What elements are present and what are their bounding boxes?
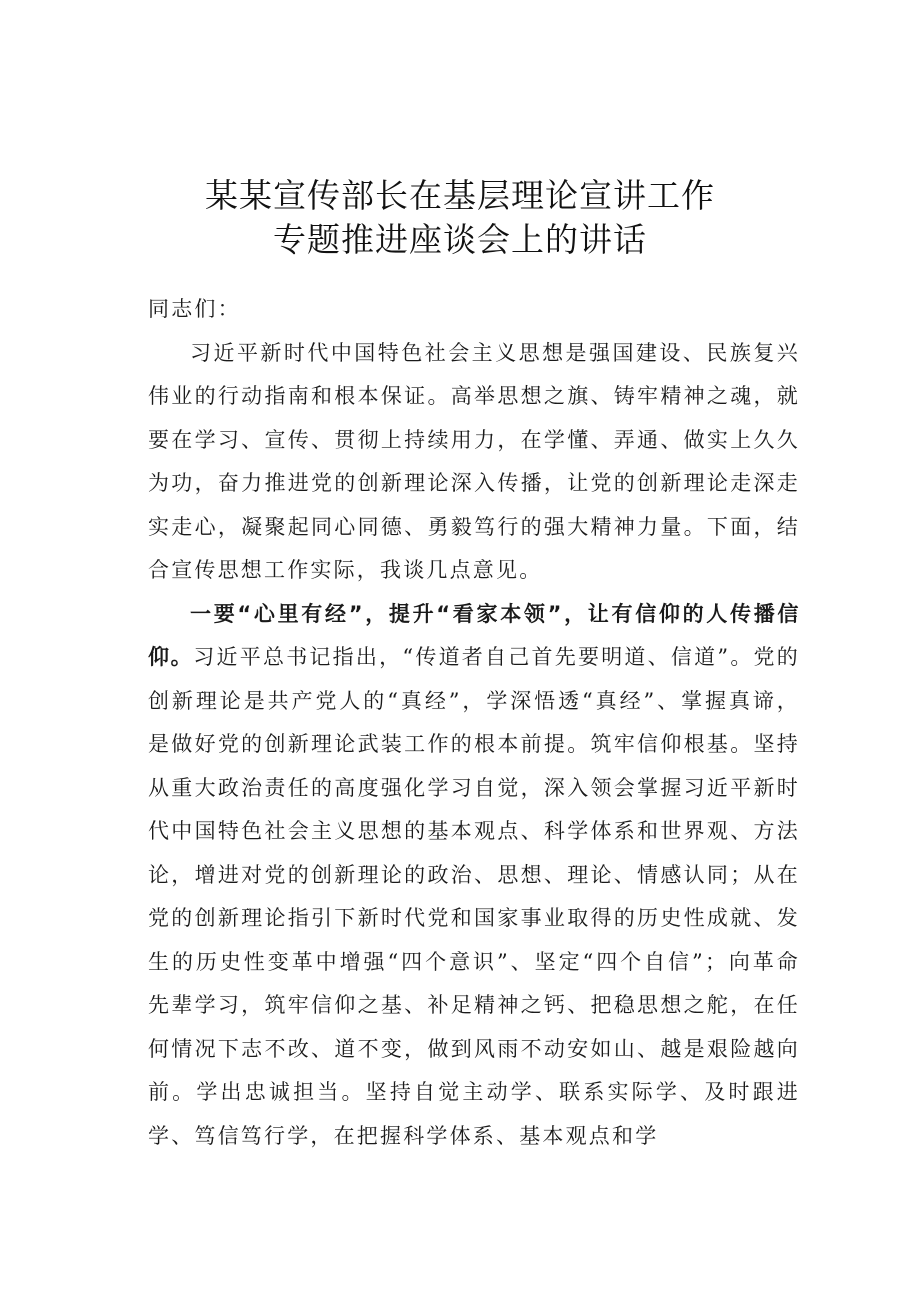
title-line-2: 专题推进座谈会上的讲话 [273, 220, 647, 260]
section-one-body: 习近平总书记指出，“传道者自己首先要明道、信道”。党的创新理论是共产党人的“真经”，学深悟透“真经”、掌握真谛，是做好党的创新理论武装工作的根本前提。筑牢信仰根基。坚持从重大政治责任的高度强化学习自觉，深入领会掌握习近平新时代中国特色社会主义思想的基本观点、科学体系和世界观、方法论，增进对党的创新理论的政治、思想、理论、情感认同；从在党的创新理论指引下新时代党和国家事业取得的历史性成就、发生的历史性变革中增强“四个意识”、坚定“四个自信”；向革命先辈学习，筑牢信仰之基、补足精神之钙、把稳思想之舵，在任何情况下志不改、道不变，做到风雨不动安如山、越是艰险越向前。学出忠诚担当。坚持自觉主动学、联系实际学、及时跟进学、笃信笃行学，在把握科学体系、基本观点和学 [148, 645, 800, 1148]
salutation: 同志们： [148, 297, 241, 321]
title-line-1: 某某宣传部长在基层理论宣讲工作 [205, 176, 715, 216]
section-one-paragraph [148, 593, 800, 1159]
intro-paragraph: 习近平新时代中国特色社会主义思想是强国建设、民族复兴伟业的行动指南和根本保证。高举思想之旗、铸牢精神之魂，就要在学习、宣传、贯彻上持续用力，在学懂、弄通、做实上久久为功，奋力推进党的创新理论深入传播，让党的创新理论走深走实走心，凝聚起同心同德、勇毅笃行的强大精神力量。下面，结合宣传思想工作实际，我谈几点意见。 [148, 340, 800, 582]
document-body [148, 288, 800, 1158]
section-one-heading: 一要“心里有经”，提升“看家本领”，让有信仰的人传播信仰。 [148, 601, 800, 669]
document-title [0, 174, 920, 262]
